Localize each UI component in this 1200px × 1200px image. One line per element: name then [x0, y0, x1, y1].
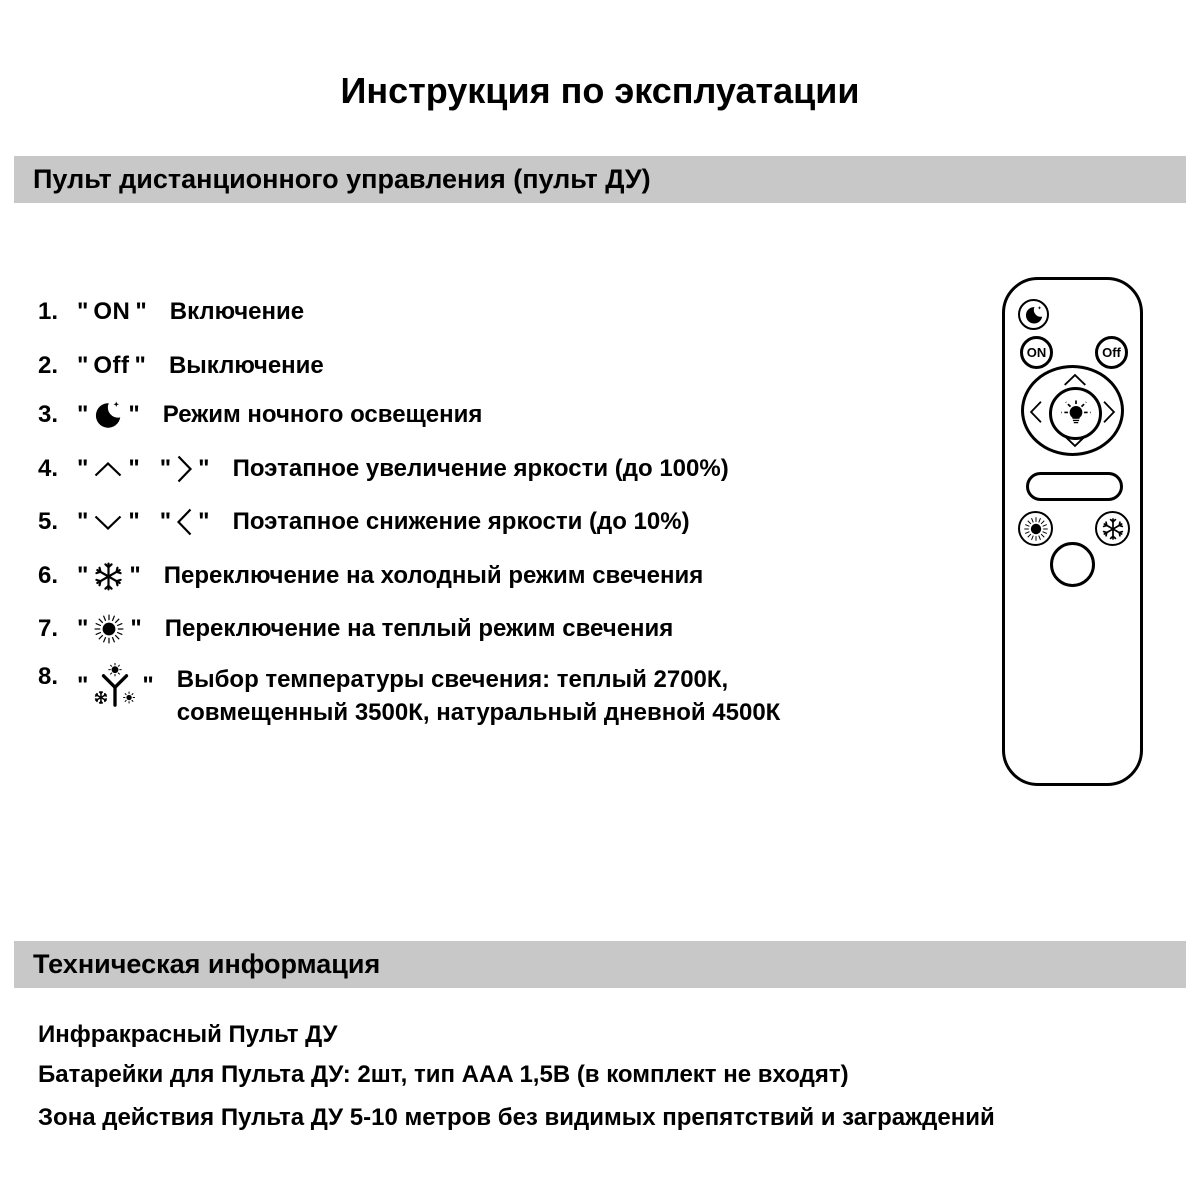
dpad-right-icon: [1102, 399, 1116, 425]
light-bulb-icon: [1058, 396, 1094, 432]
chevron-right-icon: [176, 454, 193, 484]
quote-mark: ": [128, 508, 140, 535]
temp-select-icon: [93, 663, 137, 709]
remote-off-button: [1095, 336, 1128, 369]
remote-on-button: [1020, 336, 1053, 369]
quote-mark: ": [77, 562, 89, 589]
list-item-1: [38, 295, 304, 329]
quote-mark: ": [77, 401, 89, 428]
section-header-remote-label: Пульт дистанционного управления (пульт ДУ): [33, 164, 651, 194]
list-item-number: 2.: [38, 352, 59, 379]
dpad-left-icon: [1029, 399, 1043, 425]
list-item-4: [38, 452, 729, 486]
section-header-tech: [14, 941, 1186, 988]
list-item-text: Переключение на теплый режим свечения: [164, 615, 674, 642]
remote-extra-button: [1050, 542, 1095, 587]
quote-mark: ": [77, 298, 89, 325]
list-item-text: Выключение: [168, 352, 324, 379]
list-item-text: Поэтапное увеличение яркости (до 100%): [232, 455, 729, 482]
list-item-text: Поэтапное снижение яркости (до 10%): [232, 508, 690, 535]
remote-dpad: [1021, 365, 1124, 456]
list-item-5: [38, 505, 690, 539]
quote-mark: ": [129, 562, 141, 589]
quote-mark: ": [142, 672, 154, 699]
tech-info-line-3: Зона действия Пульта ДУ 5-10 метров без видимых препятствий и заграждений: [38, 1104, 995, 1131]
quote-mark: ": [128, 401, 140, 428]
quote-mark: ": [77, 455, 89, 482]
brightness-up-icon: [1060, 373, 1090, 387]
list-item-number: 6.: [38, 562, 59, 589]
moon-icon: [93, 400, 123, 430]
quote-mark: ": [128, 455, 140, 482]
remote-warm-mode-button: [1018, 511, 1053, 546]
list-item-2: [38, 349, 324, 383]
list-item-text: Включение: [169, 298, 305, 325]
list-item-number: 8.: [38, 663, 59, 690]
snowflake-icon: [93, 561, 124, 592]
quote-mark: ": [198, 508, 210, 535]
list-item-3: [38, 398, 482, 432]
remote-cold-mode-button: [1095, 511, 1130, 546]
list-item-text: Выбор температуры свечения: теплый 2700К, совмещенный 3500К, натуральный дневной 4500К: [176, 666, 781, 726]
remote-on-label: ON: [1026, 345, 1047, 360]
section-header-tech-label: Техническая информация: [33, 949, 381, 979]
quote-mark: ": [77, 672, 89, 699]
list-item-number: 7.: [38, 615, 59, 642]
list-item-number: 4.: [38, 455, 59, 482]
quote-mark: ": [130, 615, 142, 642]
quote-mark: ": [198, 455, 210, 482]
quote-mark: ": [159, 455, 172, 482]
list-item-number: 1.: [38, 298, 59, 325]
list-item-number: 3.: [38, 401, 59, 428]
remote-dpad-center-button: [1049, 387, 1102, 440]
chevron-down-icon: [93, 514, 123, 531]
list-item-7: [38, 612, 673, 646]
quote-mark: ": [77, 615, 89, 642]
tech-info-line-2: Батарейки для Пульта ДУ: 2шт, тип AAA 1,5В (в комплект не входят): [38, 1061, 849, 1088]
chevron-left-icon: [176, 507, 193, 537]
remote-off-label: Off: [1102, 345, 1121, 360]
tech-info-line-1: Инфракрасный Пульт ДУ: [38, 1021, 338, 1048]
warm-sun-icon: [93, 613, 125, 645]
page-title: Инструкция по эксплуатации: [340, 70, 860, 111]
button-label-token: Off: [93, 352, 130, 379]
quote-mark: ": [77, 508, 89, 535]
moon-icon: [1024, 305, 1044, 325]
quote-mark: ": [77, 352, 89, 379]
remote-night-mode-button: [1018, 299, 1049, 330]
quote-mark: ": [159, 508, 172, 535]
remote-pill-button: [1026, 472, 1123, 501]
chevron-up-icon: [93, 461, 123, 478]
section-header-remote: [14, 156, 1186, 203]
list-item-6: [38, 559, 703, 593]
warm-sun-icon: [1023, 516, 1049, 542]
list-item-text: Переключение на холодный режим свечения: [163, 562, 704, 589]
quote-mark: ": [135, 298, 147, 325]
remote-control-illustration: [1002, 277, 1143, 786]
list-item-number: 5.: [38, 508, 59, 535]
snowflake-icon: [1101, 517, 1125, 541]
list-item-8: [38, 663, 780, 729]
button-label-token: ON: [93, 298, 131, 325]
list-item-text: Режим ночного освещения: [162, 401, 483, 428]
quote-mark: ": [134, 352, 146, 379]
